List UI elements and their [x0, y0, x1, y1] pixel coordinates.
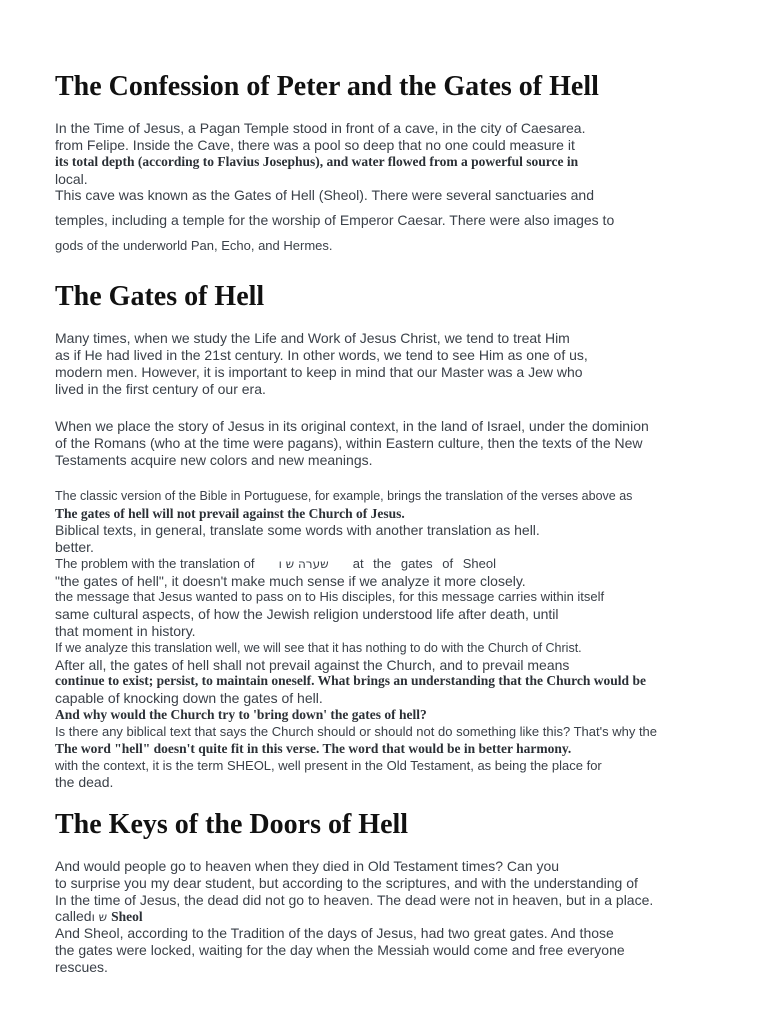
paragraph-line: to surprise you my dear student, but according to the scriptures, and with the understanding of — [55, 875, 638, 891]
paragraph-line: Testaments acquire new colors and new meanings. — [55, 452, 373, 468]
paragraph-line: the dead. — [55, 774, 114, 790]
paragraph-line: local. — [55, 171, 88, 187]
paragraph-line: capable of knocking down the gates of hell. — [55, 690, 323, 706]
paragraph-line: And Sheol, according to the Tradition of the days of Jesus, had two great gates. And those — [55, 925, 614, 941]
paragraph-line: When we place the story of Jesus in its original context, in the land of Israel, under the dominion — [55, 418, 649, 434]
paragraph-line: In the Time of Jesus, a Pagan Temple stood in front of a cave, in the city of Caesarea. — [55, 120, 586, 136]
hebrew-text: ש ו — [91, 910, 108, 924]
paragraph-line: temples, including a temple for the worship of Emperor Caesar. There were also images to — [55, 212, 615, 228]
paragraph-line-bold: The gates of hell will not prevail against the Church of Jesus. — [55, 506, 405, 521]
heading-keys-of-doors-of-hell: The Keys of the Doors of Hell — [55, 809, 409, 840]
paragraph-line: as if He had lived in the 21st century. In other words, we tend to see Him as one of us, — [55, 347, 588, 363]
translation-line — [55, 556, 496, 572]
paragraph-line: The classic version of the Bible in Portuguese, for example, brings the translation of the verses above as — [55, 489, 633, 503]
paragraph-line-bold: continue to exist; persist, to maintain oneself. What brings an understanding that the Church would be — [55, 673, 646, 688]
paragraph-line: of the Romans (who at the time were pagans), within Eastern culture, then the texts of the New — [55, 435, 643, 451]
paragraph-line-bold: The word "hell" doesn't quite fit in this verse. The word that would be in better harmony. — [55, 741, 572, 756]
called-sheol-line — [55, 908, 143, 926]
paragraph-line: lived in the first century of our era. — [55, 381, 266, 397]
paragraph-line: from Felipe. Inside the Cave, there was a pool so deep that no one could measure it — [55, 137, 575, 153]
paragraph-text: called — [55, 908, 92, 924]
translation-text: The problem with the translation of — [55, 556, 255, 571]
paragraph-line-bold: And why would the Church try to 'bring down' the gates of hell? — [55, 707, 427, 722]
paragraph-line: with the context, it is the term SHEOL, well present in the Old Testament, as being the place for — [55, 758, 602, 773]
paragraph-line: modern men. However, it is important to keep in mind that our Master was a Jew who — [55, 364, 583, 380]
paragraph-line: that moment in history. — [55, 623, 196, 639]
paragraph-line: Many times, when we study the Life and Work of Jesus Christ, we tend to treat Him — [55, 330, 570, 346]
heading-gates-of-hell: The Gates of Hell — [55, 281, 265, 312]
heading-confession-of-peter: The Confession of Peter and the Gates of Hell — [55, 71, 599, 102]
paragraph-line: After all, the gates of hell shall not prevail against the Church, and to prevail means — [55, 657, 570, 673]
paragraph-line-bold: its total depth (according to Flavius Josephus), and water flowed from a powerful source in — [55, 154, 579, 169]
paragraph-line: This cave was known as the Gates of Hell (Sheol). There were several sanctuaries and — [55, 187, 594, 203]
paragraph-line: better. — [55, 539, 94, 555]
sheol-term: Sheol — [111, 909, 143, 924]
paragraph-line: If we analyze this translation well, we will see that it has nothing to do with the Church of Christ. — [55, 641, 582, 655]
paragraph-line: gods of the underworld Pan, Echo, and Hermes. — [55, 238, 333, 253]
paragraph-line: the message that Jesus wanted to pass on to His disciples, for this message carries within itself — [55, 589, 605, 604]
paragraph-line: the gates were locked, waiting for the day when the Messiah would come and free everyone — [55, 942, 625, 958]
paragraph-line: Is there any biblical text that says the Church should or should not do something like this? That's why the — [55, 724, 658, 739]
paragraph-line: Biblical texts, in general, translate some words with another translation as hell. — [55, 522, 540, 538]
paragraph-line: same cultural aspects, of how the Jewish religion understood life after death, until — [55, 606, 559, 622]
translation-text: at the gates of Sheol — [352, 556, 496, 571]
paragraph-line: rescues. — [55, 959, 108, 975]
paragraph-line: And would people go to heaven when they died in Old Testament times? Can you — [55, 858, 560, 874]
paragraph-line: In the time of Jesus, the dead did not go to heaven. The dead were not in heaven, but in a place. — [55, 892, 654, 908]
paragraph-line: "the gates of hell", it doesn't make much sense if we analyze it more closely. — [55, 573, 526, 589]
hebrew-text: שערה ש ו — [278, 557, 329, 571]
